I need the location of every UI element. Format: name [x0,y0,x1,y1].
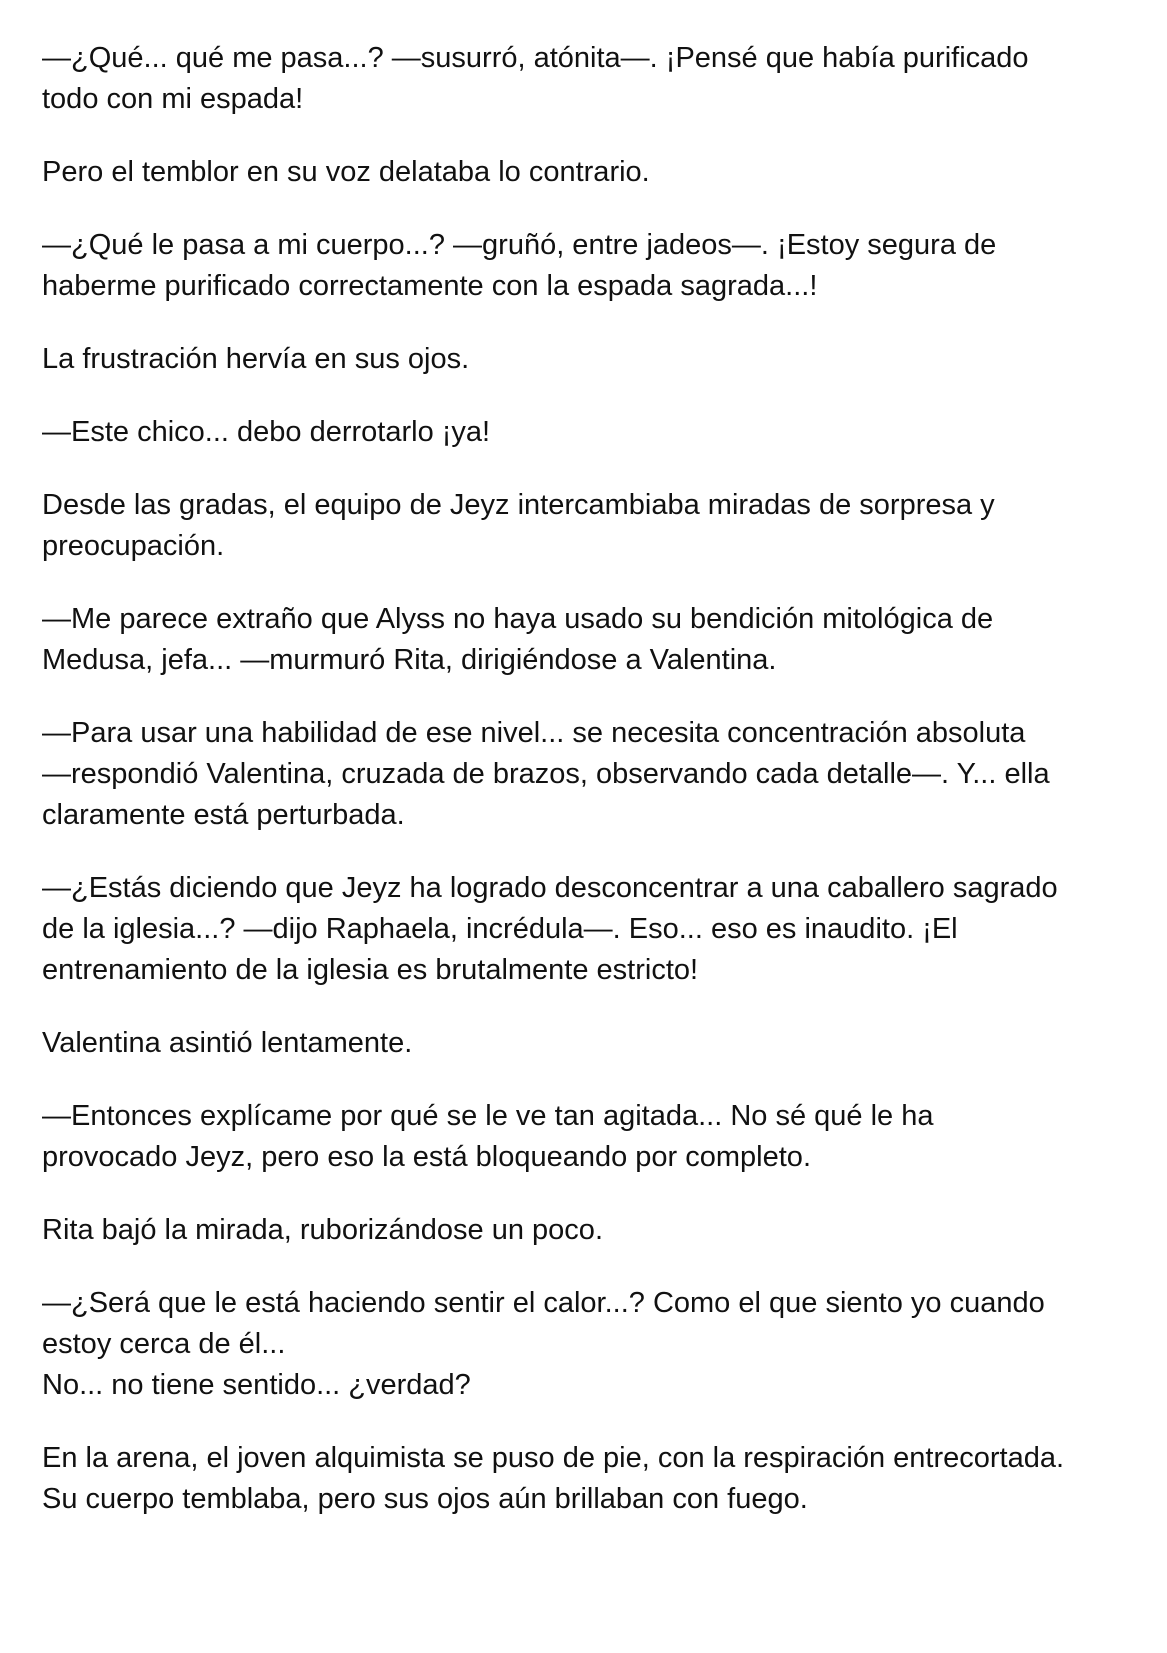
paragraph: —Me parece extraño que Alyss no haya usado su bendición mitológica de Medusa, jefa... —murmuró Rita, dirigiéndose a Valentina. [42,603,994,676]
paragraph: La frustración hervía en sus ojos. [42,343,470,375]
paragraph: —¿Estás diciendo que Jeyz ha logrado desconcentrar a una caballero sagrado de la iglesia...? —dijo Raphaela, incrédula—. Eso... eso es inaudito. ¡El entrenamiento de la iglesia es brutalmente estricto! [42,872,1058,986]
paragraph: —¿Qué... qué me pasa...? —susurró, atónita—. ¡Pensé que había purificado todo con mi espada! [42,42,1029,115]
paragraph: —Para usar una habilidad de ese nivel... se necesita concentración absoluta —respondió Valentina, cruzada de brazos, observando cada detalle—. Y... ella claramente está perturbada. [42,717,1050,831]
paragraph: Valentina asintió lentamente. [42,1027,413,1059]
paragraph: Rita bajó la mirada, ruborizándose un poco. [42,1214,603,1246]
paragraph: Pero el temblor en su voz delataba lo contrario. [42,156,650,188]
paragraph: —Este chico... debo derrotarlo ¡ya! [42,416,491,448]
paragraph: Desde las gradas, el equipo de Jeyz intercambiaba miradas de sorpresa y preocupación. [42,489,995,562]
paragraph: —¿Será que le está haciendo sentir el calor...? Como el que siento yo cuando estoy cerca de él... No... no tiene sentido... ¿verdad? [42,1287,1045,1401]
paragraph: —Entonces explícame por qué se le ve tan agitada... No sé qué le ha provocado Jeyz, pero eso la está bloqueando por completo. [42,1100,934,1173]
paragraph: —¿Qué le pasa a mi cuerpo...? —gruñó, entre jadeos—. ¡Estoy segura de haberme purificado correctamente con la espada sagrada...! [42,229,997,302]
paragraph: En la arena, el joven alquimista se puso de pie, con la respiración entrecortada. Su cuerpo temblaba, pero sus ojos aún brillaban con fuego. [42,1442,1065,1515]
document-body [42,38,1142,1552]
